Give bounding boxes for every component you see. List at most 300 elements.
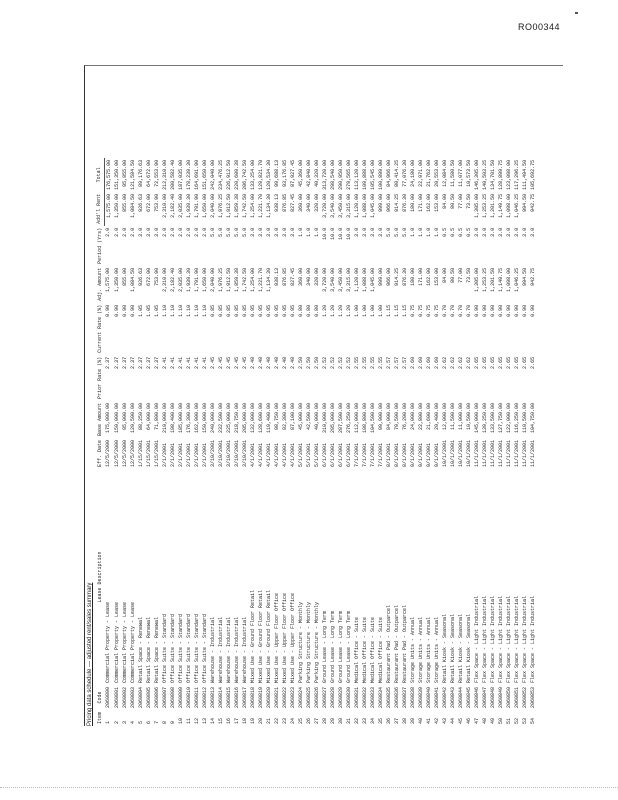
table-row	[361, 158, 369, 726]
table-cell: 6/1/2001	[337, 442, 344, 467]
table-cell: 1.00	[377, 304, 384, 317]
table-cell: 7/1/2001	[369, 442, 376, 467]
table-cell: 11/1/2001	[521, 439, 528, 467]
table-cell: 162,900.00	[193, 402, 200, 433]
table-cell: 206,742.50	[241, 159, 248, 190]
table-cell: 11/1/2001	[513, 439, 520, 467]
table-cell: Mixed Use - Upper Floor Office	[273, 592, 280, 683]
table-cell: 672.00	[145, 193, 152, 212]
table-cell: 2060806	[153, 686, 160, 708]
table-cell: 105,545.00	[369, 159, 376, 190]
table-cell: 2060810	[185, 686, 192, 708]
table-row	[505, 158, 513, 726]
table-cell: 11/1/2001	[497, 439, 504, 467]
table-cell: 5/1/2001	[297, 442, 304, 467]
table-cell: 2060803	[129, 686, 136, 708]
table-row	[393, 158, 401, 726]
table-cell: 1,912.50	[225, 267, 232, 292]
table-cell: 15	[217, 717, 224, 724]
table-cell: 2060833	[369, 686, 376, 708]
table-cell: 2,035.00	[177, 267, 184, 292]
table-cell: 127,750.00	[497, 402, 504, 433]
table-cell: 942.75	[529, 193, 536, 212]
table-cell: 2060828	[329, 686, 336, 708]
table-cell: 0.90	[529, 304, 536, 317]
table-cell: 2.41	[201, 356, 208, 369]
table-cell: 4/1/2001	[281, 442, 288, 467]
table-cell: 2/1/2001	[185, 442, 192, 467]
table-cell: 1,221.70	[257, 193, 264, 218]
table-cell: 5	[137, 720, 144, 724]
table-cell: 133,500.00	[489, 402, 496, 433]
table-cell: 116,250.00	[513, 402, 520, 433]
table-cell: Commercial Property - Lease	[113, 601, 120, 683]
table-cell: 1,859.38	[233, 193, 240, 218]
table-cell: 0.90	[129, 304, 136, 317]
table-cell: 41	[425, 717, 432, 724]
table-cell: 3/10/2001	[241, 439, 248, 467]
table-cell: Storage Units - Annual	[433, 616, 440, 683]
table-cell: Mixed Use - Ground Floor Retail	[257, 589, 264, 683]
table-cell: 2.55	[361, 356, 368, 369]
table-cell: 27	[313, 717, 320, 724]
table-cell: 1,045.00	[369, 193, 376, 218]
table-cell: Mixed Use - Upper Floor Office	[289, 592, 296, 683]
table-cell: 220,609.38	[233, 159, 240, 190]
table-cell: 1,859.38	[233, 267, 240, 292]
table-cell: 10.0	[321, 227, 328, 240]
table-row	[273, 158, 281, 726]
table-cell: 2.65	[497, 356, 504, 369]
table-cell: 64,000.00	[145, 402, 152, 430]
table-cell: 3.0	[481, 227, 488, 237]
table-cell: 3.0	[289, 227, 296, 237]
table-cell: 2060837	[401, 686, 408, 708]
column-header: Lease Description	[96, 551, 103, 603]
table-cell: 1,149.75	[497, 193, 504, 218]
table-cell: 11/1/2001	[489, 439, 496, 467]
table-cell: Warehouse - Industrial	[225, 616, 232, 683]
table-cell: 1,134.30	[265, 267, 272, 292]
table-cell: 71,800.00	[153, 402, 160, 430]
table-cell: 80,414.25	[393, 159, 400, 187]
table-cell: 8/1/2001	[393, 442, 400, 467]
table-cell: 11/1/2001	[529, 439, 536, 467]
table-cell: 1,254.00	[249, 267, 256, 292]
table-row	[225, 158, 233, 726]
table-cell: 2060818	[249, 686, 256, 708]
table-row	[457, 158, 465, 726]
table-row	[241, 158, 249, 726]
table-cell: 8/1/2001	[401, 442, 408, 467]
table-cell: 3,315.00	[345, 193, 352, 218]
table-cell: 2060831	[353, 686, 360, 708]
table-cell: 1,976.25	[217, 193, 224, 218]
table-cell: Parking Structure - Monthly	[305, 601, 312, 683]
table-cell: 0.5	[457, 227, 464, 237]
table-cell: 1,742.50	[241, 193, 248, 218]
table-cell: 1.0	[313, 227, 320, 237]
table-cell: 2060812	[201, 686, 208, 708]
table-cell: 21	[265, 717, 272, 724]
table-cell: 2.45	[209, 356, 216, 369]
table-cell: 2.37	[153, 356, 160, 369]
table-cell: 2,182.40	[169, 193, 176, 218]
table-cell: 2.45	[217, 356, 224, 369]
table-cell: 77,076.30	[401, 159, 408, 187]
table-cell: 132,000.00	[249, 402, 256, 433]
table-cell: Retail Kiosk - Seasonal	[449, 613, 456, 683]
table-cell: 1.15	[393, 304, 400, 317]
table-cell: 5.0	[225, 227, 232, 237]
table-cell: 1.0	[305, 227, 312, 237]
table-cell: 22	[273, 717, 280, 724]
table-cell: 1.0	[297, 227, 304, 237]
table-cell: 360.00	[297, 193, 304, 212]
table-cell: 2060836	[393, 686, 400, 708]
table-cell: 914.25	[393, 193, 400, 212]
table-cell: Flex Space - Light Industrial	[521, 595, 528, 683]
table-cell: 0.95	[249, 304, 256, 317]
table-cell: 198,400.00	[169, 402, 176, 433]
table-cell: 87,927.45	[289, 159, 296, 187]
table-cell: 0.75	[425, 304, 432, 317]
table-cell: 1,149.75	[497, 267, 504, 292]
table-cell: Warehouse - Industrial	[241, 616, 248, 683]
table-cell: Commercial Property - Lease	[129, 601, 136, 683]
table-cell: 1,098.00	[505, 193, 512, 218]
table-cell: 21,762.00	[425, 159, 432, 187]
table-cell: 171.00	[417, 193, 424, 212]
table-cell: 1,976.25	[217, 267, 224, 292]
table-header-row	[97, 158, 105, 726]
table-cell: 2.57	[393, 356, 400, 369]
table-row	[257, 158, 265, 726]
table-row	[489, 158, 497, 726]
table-cell: 914.25	[393, 267, 400, 286]
table-cell: 3.0	[377, 227, 384, 237]
table-cell: 2.48	[257, 356, 264, 369]
table-cell: 994.50	[521, 193, 528, 212]
table-cell: 3.0	[505, 227, 512, 237]
table-cell: 1,120.00	[353, 193, 360, 218]
table-cell: 54	[529, 717, 536, 724]
table-cell: Medical Office - Suite	[353, 616, 360, 683]
table-cell: 2.60	[417, 356, 424, 369]
table-cell: 2060815	[225, 686, 232, 708]
table-cell: 2060829	[337, 686, 344, 708]
table-cell: 1,084.50	[129, 267, 136, 292]
table-row	[345, 158, 353, 726]
table-cell: 2.0	[201, 227, 208, 237]
table-cell: 999.00	[377, 267, 384, 286]
table-row	[177, 158, 185, 726]
table-cell: 0.5	[465, 227, 472, 237]
table-cell: 2.41	[161, 356, 168, 369]
table-cell: Mixed Use - Ground Floor Retail	[249, 589, 256, 683]
table-cell: 1,046.25	[513, 193, 520, 218]
table-cell: 9	[169, 720, 176, 724]
table-cell: 2.55	[353, 356, 360, 369]
table-cell: 180.00	[409, 267, 416, 286]
table-cell: 2.0	[185, 227, 192, 237]
table-row	[473, 158, 481, 726]
table-cell: 1,098.00	[505, 267, 512, 292]
table-cell: 0.95	[289, 304, 296, 317]
table-cell: 50	[497, 717, 504, 724]
table-cell: 20,553.00	[433, 159, 440, 187]
table-row	[201, 158, 209, 726]
table-cell: 134,701.50	[489, 159, 496, 190]
table-cell: 2060801	[113, 686, 120, 708]
table-cell: 876.85	[281, 267, 288, 286]
table-cell: 10.0	[329, 227, 336, 240]
table-cell: 753.90	[153, 267, 160, 286]
table-cell: 2060835	[385, 686, 392, 708]
table-cell: 53	[521, 717, 528, 724]
table-cell: 1	[105, 720, 112, 724]
table-cell: 129,821.70	[257, 159, 264, 190]
table-cell: Commercial Property - Lease	[121, 601, 128, 683]
table-row	[161, 158, 169, 726]
table-cell: 1.00	[361, 304, 368, 317]
table-cell: 80.50	[449, 267, 456, 283]
table-cell: 17	[233, 717, 240, 724]
table-row	[433, 158, 441, 726]
table-cell: 178,239.30	[185, 159, 192, 190]
table-cell: 145,000.00	[473, 402, 480, 433]
table-cell: 5.0	[401, 227, 408, 237]
table-cell: 3.0	[529, 227, 536, 237]
table-cell: 171.00	[417, 267, 424, 286]
table-cell: 1,912.50	[225, 193, 232, 218]
table-row	[417, 158, 425, 726]
table-cell: 2.0	[121, 227, 128, 237]
table-cell: 25	[297, 717, 304, 724]
table-cell: 3,720.00	[321, 193, 328, 218]
table-cell: 176,575.00	[105, 159, 112, 190]
table-cell: 6/1/2001	[345, 442, 352, 467]
table-cell: 2060823	[289, 686, 296, 708]
table-cell: 77.00	[457, 193, 464, 209]
table-cell: 2.0	[113, 227, 120, 237]
table-cell: 340.00	[305, 267, 312, 286]
table-cell: 151,350.00	[113, 159, 120, 190]
table-cell: 18	[241, 717, 248, 724]
table-cell: 89,176.63	[137, 159, 144, 187]
table-cell: 3.0	[249, 227, 256, 237]
table-cell: 45,000.00	[297, 402, 304, 430]
table-cell: 12	[193, 717, 200, 724]
table-cell: 79,500.00	[393, 402, 400, 430]
table-cell: 3.0	[361, 227, 368, 237]
table-cell: 320.00	[313, 267, 320, 286]
table-cell: 3.0	[145, 227, 152, 237]
table-cell: 73.50	[465, 267, 472, 283]
table-cell: 84,000.00	[385, 402, 392, 430]
table-cell: 0.70	[465, 304, 472, 317]
table-cell: 0.95	[281, 304, 288, 317]
table-cell: 287,500.00	[337, 402, 344, 433]
table-cell: 1.20	[337, 304, 344, 317]
table-cell: 2,040.00	[209, 193, 216, 218]
table-cell: Ground Lease - Long Term	[329, 610, 336, 683]
table-cell: 164,691.90	[193, 159, 200, 190]
table-cell: 2.52	[329, 356, 336, 369]
table-cell: 12,000.00	[441, 402, 448, 430]
table-cell: 11	[185, 717, 192, 724]
table-cell: Ground Lease - Long Term	[321, 610, 328, 683]
table-cell: 276,250.00	[345, 402, 352, 433]
table-cell: 10/1/2001	[457, 439, 464, 467]
table-cell: 5.0	[241, 227, 248, 237]
table-row	[521, 158, 529, 726]
table-row	[249, 158, 257, 726]
table-cell: 2.50	[305, 356, 312, 369]
table-cell: 279,565.00	[345, 159, 352, 190]
column-header: Total	[97, 158, 105, 192]
table-cell: 99,900.00	[377, 402, 384, 430]
table-cell: 3,540.00	[329, 193, 336, 218]
table-cell: 232,500.00	[217, 402, 224, 433]
table-row	[289, 158, 297, 726]
table-cell: 120,500.00	[129, 402, 136, 433]
table-cell: 298,540.00	[329, 159, 336, 190]
table-cell: 2060830	[345, 686, 352, 708]
table-row	[209, 158, 217, 726]
table-cell: 212,310.00	[161, 159, 168, 190]
table-cell: 2.62	[457, 356, 464, 369]
table-cell: 2.50	[297, 356, 304, 369]
table-cell: 0.90	[521, 304, 528, 317]
table-cell: 2060824	[297, 686, 304, 708]
rotated-table-container	[85, 66, 563, 726]
table-cell: 2/1/2001	[161, 442, 168, 467]
table-cell: 3.0	[497, 227, 504, 237]
table-row	[233, 158, 241, 726]
table-cell: 30	[337, 717, 344, 724]
table-cell: 185,000.00	[177, 402, 184, 433]
table-cell: 2060847	[481, 686, 488, 708]
table-cell: 3/10/2001	[233, 439, 240, 467]
table-cell: 88,250.00	[137, 402, 144, 430]
table-cell: 2060840	[425, 686, 432, 708]
column-header: Adj. Amount	[96, 267, 103, 301]
table-cell: 310,000.00	[321, 402, 328, 433]
table-cell: 2.37	[137, 356, 144, 369]
table-cell: 2060814	[217, 686, 224, 708]
table-cell: 1,088.00	[361, 193, 368, 218]
table-cell: Medical Office - Suite	[377, 616, 384, 683]
column-header: Eff. Date	[96, 439, 103, 467]
table-cell: 1,650.00	[201, 193, 208, 218]
table-cell: 20	[257, 717, 264, 724]
table-cell: 2.65	[481, 356, 488, 369]
footer-rule	[0, 787, 618, 792]
table-cell: 4/1/2001	[265, 442, 272, 467]
table-cell: 1.00	[369, 304, 376, 317]
table-cell: 1,575.00	[105, 267, 112, 292]
table-cell: 2.62	[449, 356, 456, 369]
table-cell: 48	[481, 717, 488, 724]
table-cell: 876.30	[401, 193, 408, 212]
table-cell: 31	[345, 717, 352, 724]
table-cell: Restaurant Pad - Outparcel	[385, 604, 392, 683]
table-cell: 140,503.25	[481, 159, 488, 190]
table-cell: 3.0	[473, 227, 480, 237]
table-cell: 2.48	[265, 356, 272, 369]
table-row	[321, 158, 329, 726]
table-cell: 9/1/2001	[433, 442, 440, 467]
table-cell: 12,084.00	[441, 159, 448, 187]
table-cell: 0.90	[121, 304, 128, 317]
table-cell: Flex Space - Light Industrial	[473, 595, 480, 683]
table-cell: 1,350.00	[113, 193, 120, 218]
table-row	[481, 158, 489, 726]
table-cell: 180.00	[409, 193, 416, 212]
table-cell: Retail Kiosk - Seasonal	[441, 613, 448, 683]
table-cell: 2060813	[209, 686, 216, 708]
table-row	[385, 158, 393, 726]
table-cell: 2060825	[305, 686, 312, 708]
table-cell: 16	[225, 717, 232, 724]
column-header: Item	[96, 711, 103, 724]
table-row	[337, 158, 345, 726]
table-cell: 0.70	[441, 304, 448, 317]
table-cell: 2060846	[473, 686, 480, 708]
table-cell: 162.00	[425, 193, 432, 212]
table-cell: 2.0	[169, 227, 176, 237]
table-cell: 3,450.00	[337, 267, 344, 292]
table-cell: 37	[393, 717, 400, 724]
table-cell: 2060850	[505, 686, 512, 708]
table-cell: Parking Structure - Monthly	[313, 601, 320, 683]
table-cell: 1,791.90	[193, 267, 200, 292]
table-cell: 9/1/2001	[425, 442, 432, 467]
table-cell: 753.90	[153, 193, 160, 212]
table-cell: 77.00	[457, 267, 464, 283]
table-cell: 73.50	[465, 193, 472, 209]
table-cell: 42,500.00	[305, 402, 312, 430]
table-cell: 22,800.00	[417, 402, 424, 430]
table-cell: 2060817	[241, 686, 248, 708]
table-cell: 1.10	[169, 304, 176, 317]
table-cell: 0.80	[313, 304, 320, 317]
table-cell: 113,120.00	[353, 159, 360, 190]
table-cell: 40	[417, 717, 424, 724]
table-cell: 2060827	[321, 686, 328, 708]
table-cell: Medical Office - Suite	[369, 616, 376, 683]
table-cell: 2.55	[369, 356, 376, 369]
table-cell: 2.65	[521, 356, 528, 369]
table-cell: 95,855.00	[121, 159, 128, 187]
table-cell: 175,000.00	[105, 402, 112, 433]
table-cell: 104,750.00	[529, 402, 536, 433]
rotated-page-frame	[84, 65, 563, 726]
table-cell: 966.00	[385, 267, 392, 286]
table-cell: Commercial Property - Lease	[105, 601, 112, 683]
table-cell: Retail Space - Renewal	[145, 616, 152, 683]
table-cell: 2/1/2001	[201, 442, 208, 467]
table-cell: 938.13	[273, 267, 280, 286]
table-cell: 5.0	[385, 227, 392, 237]
table-cell: 2.0	[193, 227, 200, 237]
table-cell: 2,310.00	[161, 193, 168, 218]
table-cell: 93,176.85	[281, 159, 288, 187]
table-cell: 3.0	[513, 227, 520, 237]
table-cell: Retail Kiosk - Seasonal	[457, 613, 464, 683]
table-row	[105, 158, 114, 726]
